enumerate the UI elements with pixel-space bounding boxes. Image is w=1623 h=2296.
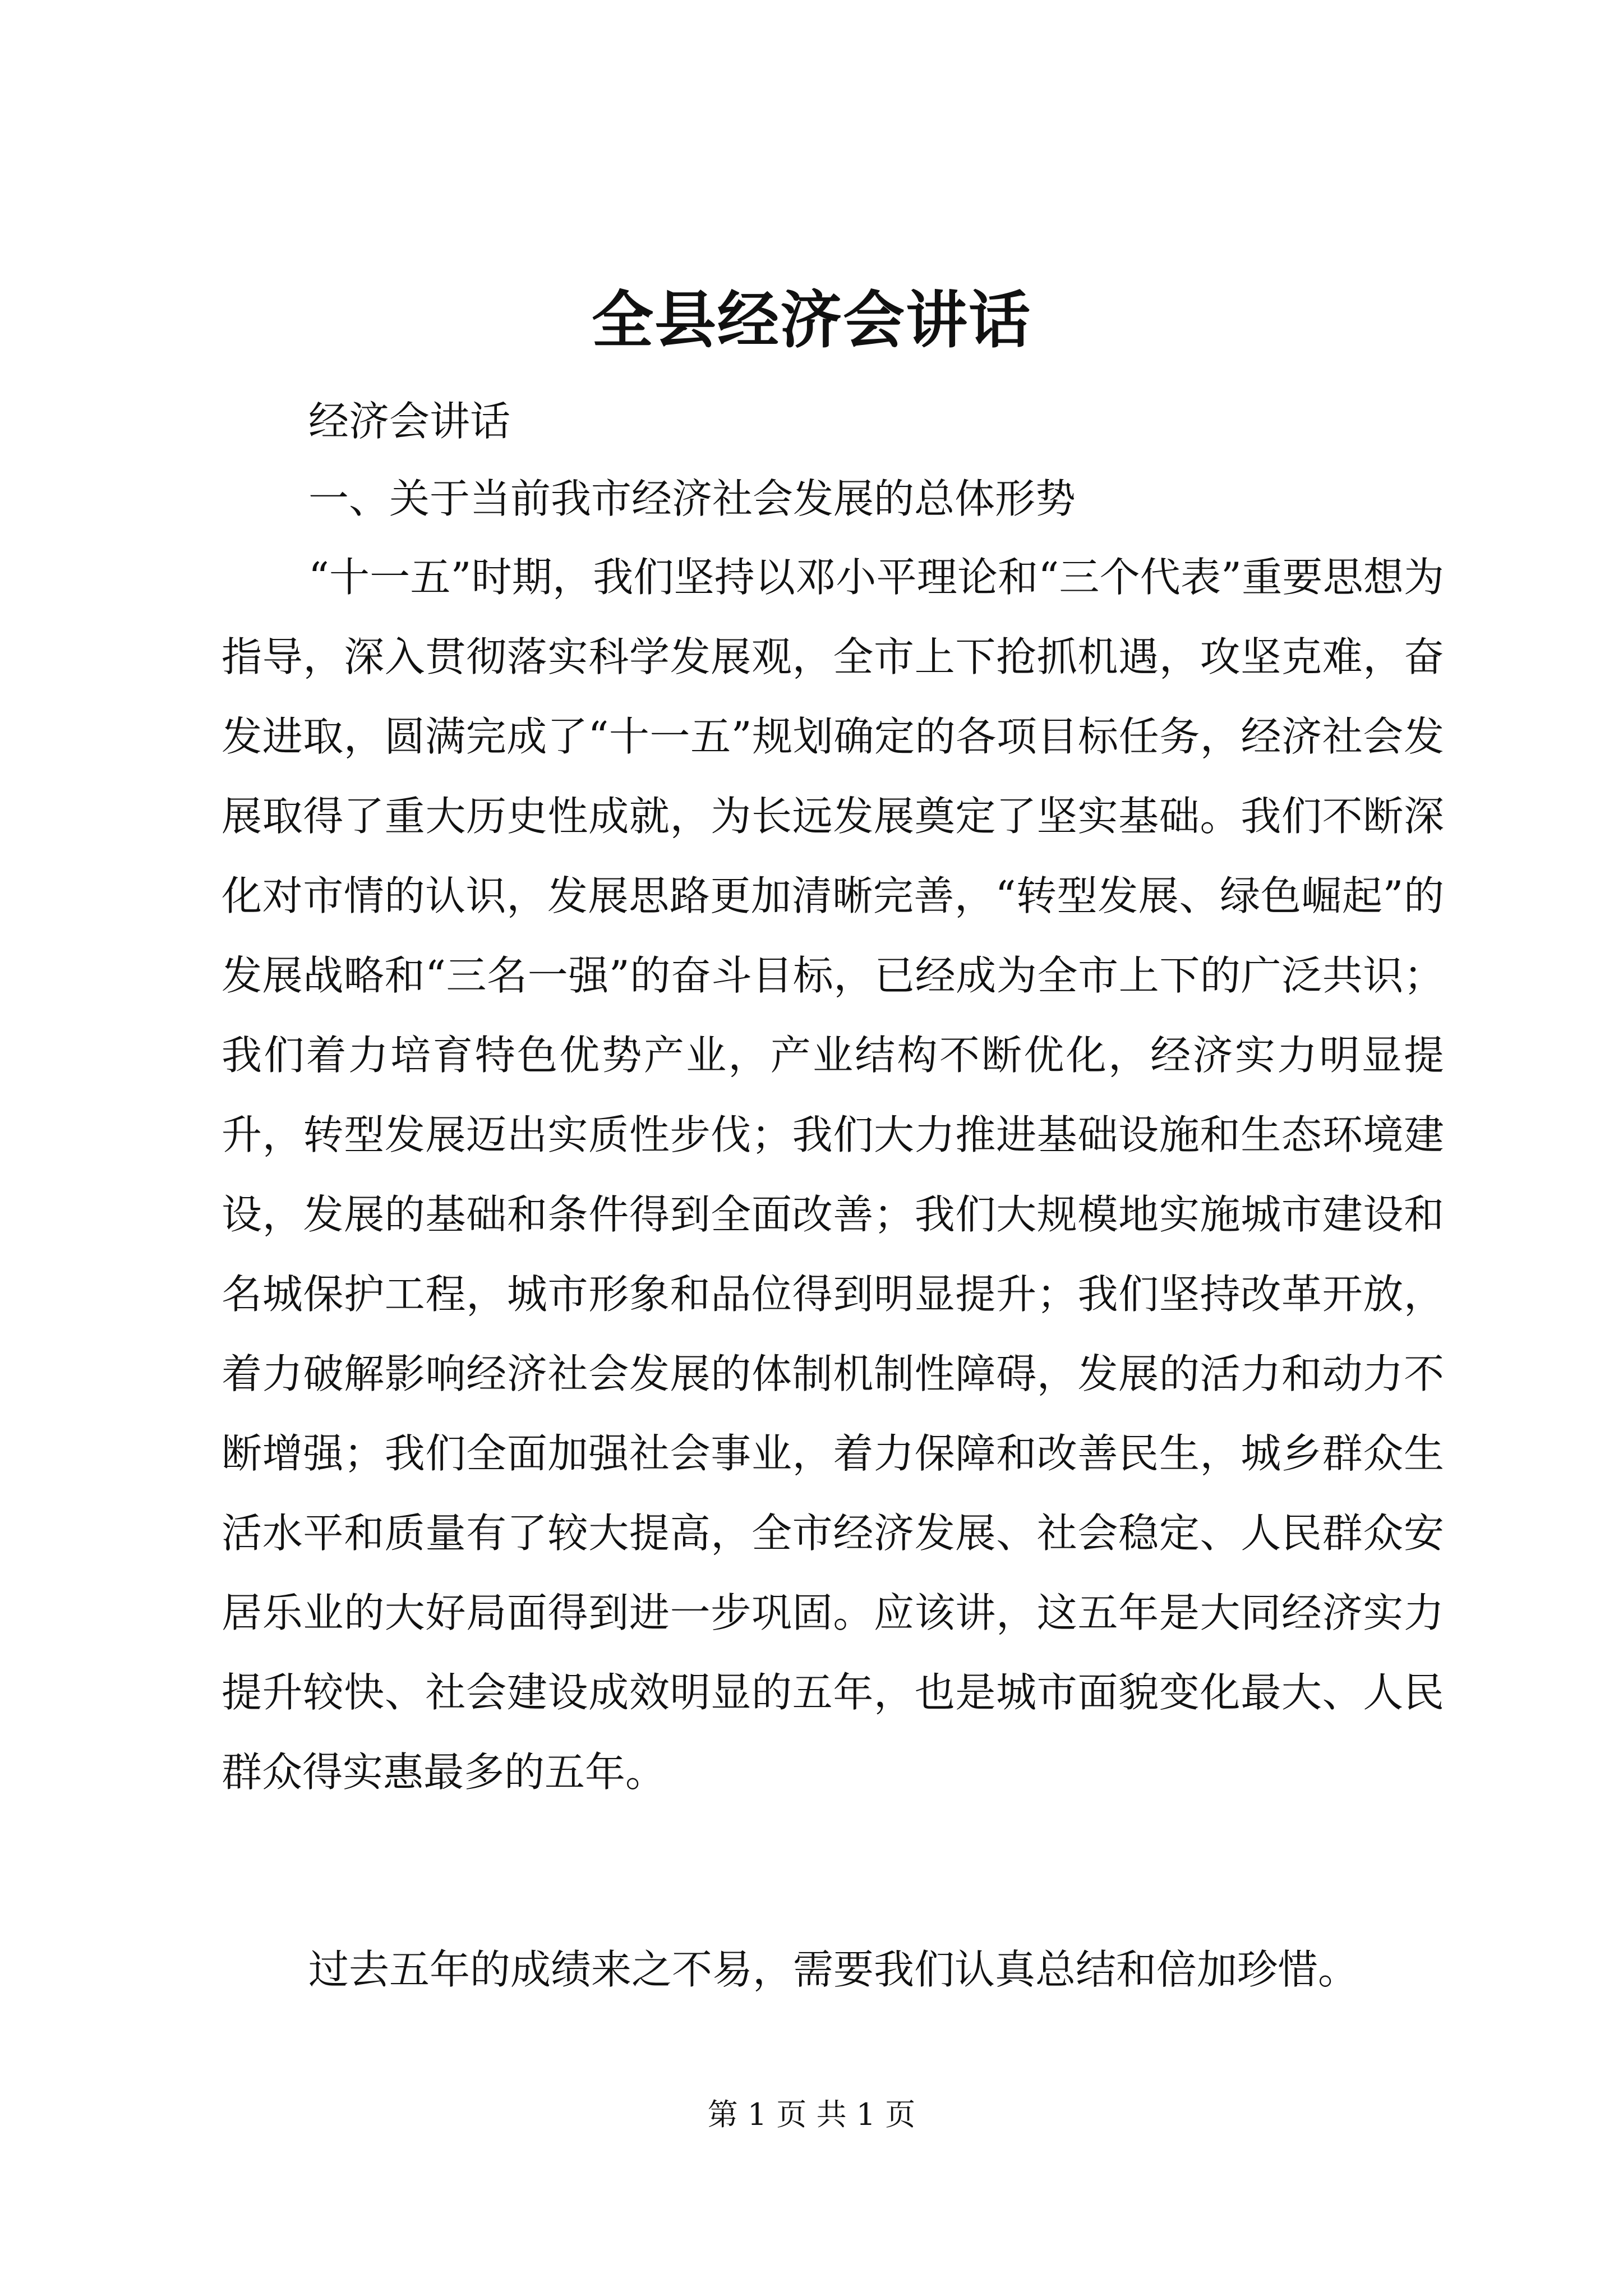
body-paragraph: 过去五年的成绩来之不易，需要我们认真总结和倍加珍惜。 [308, 1946, 1359, 1993]
document-title: 全县经济会讲话 [592, 284, 1031, 356]
page-footer: 第 1 页 共 1 页 [707, 2097, 916, 2132]
body-paragraph: “十一五”时期，我们坚持以邓小平理论和“三个代表”重要思想为指导，深入贯彻落实科学发展观，全市上下抢抓机遇，攻坚克难，奋发进取，圆满完成了“十一五”规划确定的各项目标任务，经济社会发展取得了重大历史性成就，为长远发展奠定了坚实基础。我们不断深化对市情的认识，发展思路更加清晰完善，“转型发展、绿色崛起”的发展战略和“三名一强”的奋斗目标，已经成为全市上下的广泛共识；我们着力培育特色优势产业，产业结构不断优化，经济实力明显提升，转型发展迈出实质性步伐；我们大力推进基础设施和生态环境建设，发展的基础和条件得到全面改善；我们大规模地实施城市建设和名城保护工程，城市形象和品位得到明显提升；我们坚持改革开放，着力破解影响经济社会发展的体制机制性障碍，发展的活力和动力不断增强；我们全面加强社会事业，着力保障和改善民生，城乡群众生活水平和质量有了较大提高，全市经济发展、社会稳定、人民群众安居乐业的大好局面得到进一步巩固。应该讲，这五年是大同经济实力提升较快、社会建设成效明显的五年，也是城市面貌变化最大、人民群众得实惠最多的五年。 [222, 554, 1444, 1796]
speech-subtitle: 经济会讲话 [308, 398, 511, 445]
section-heading: 一、关于当前我市经济社会发展的总体形势 [308, 475, 1076, 522]
